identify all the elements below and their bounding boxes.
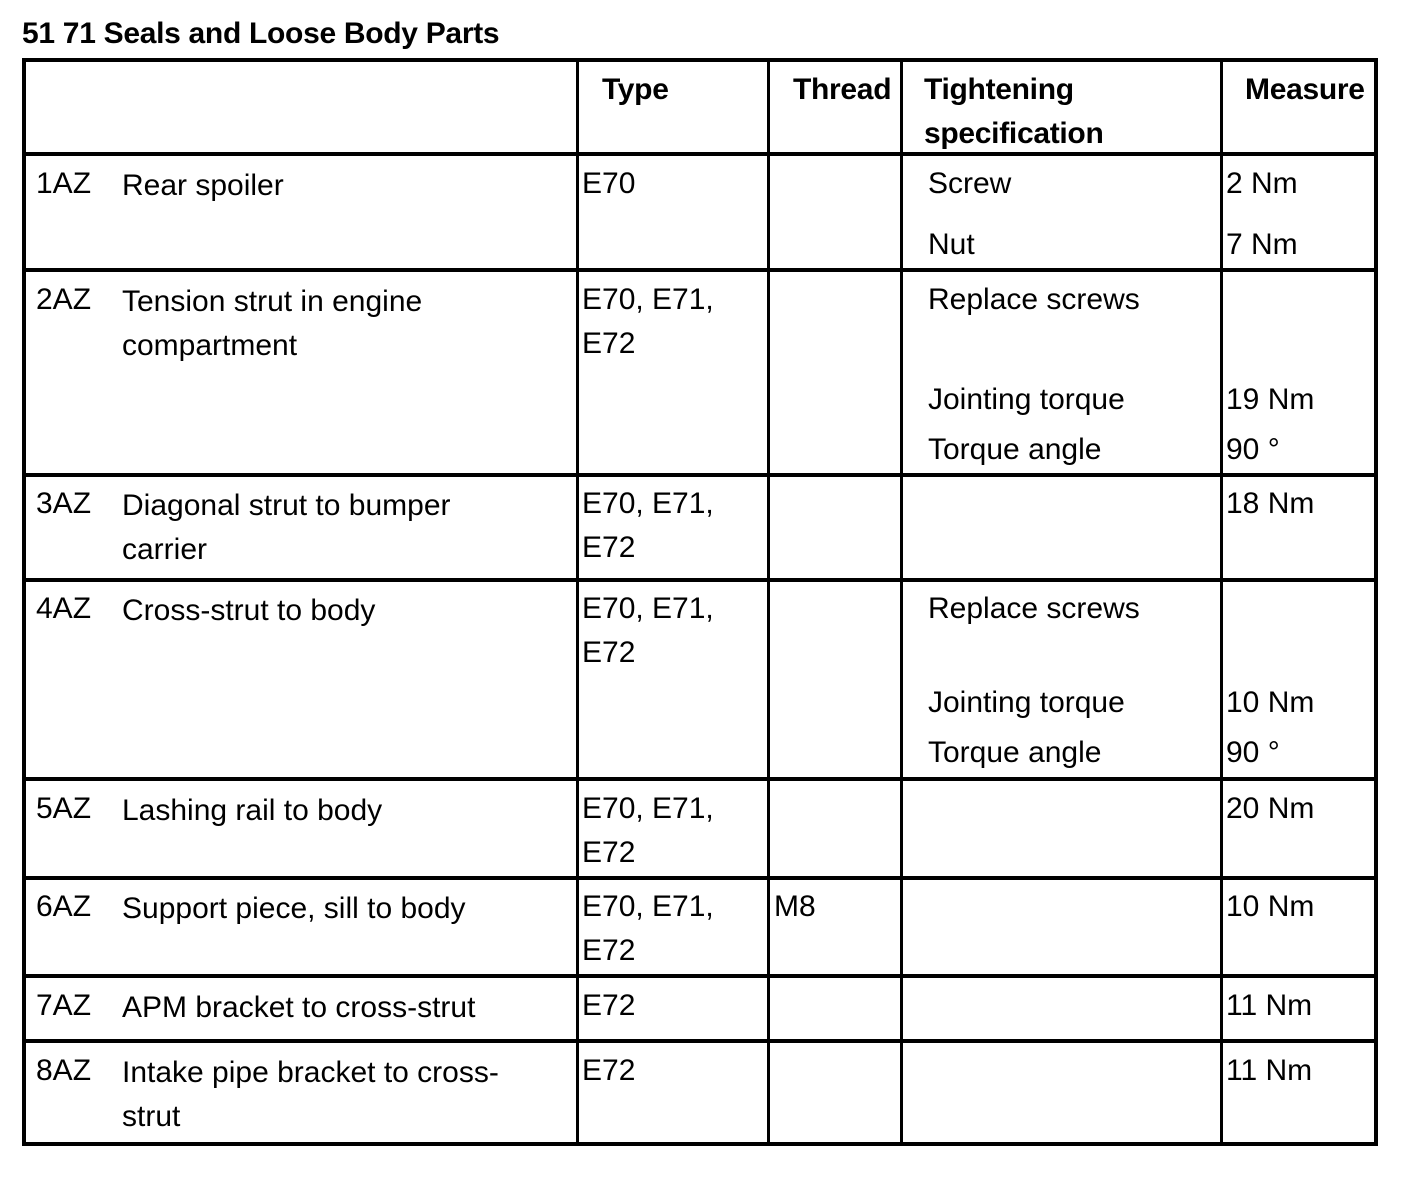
- spec-label: Torque angle: [928, 736, 1102, 769]
- row-description: Cross-strut to body: [122, 594, 376, 627]
- row-type: E72: [582, 836, 636, 869]
- row-divider: [26, 777, 1374, 781]
- column-divider: [767, 62, 770, 1142]
- spec-value: 18 Nm: [1226, 487, 1315, 520]
- row-type: E70, E71,: [582, 487, 714, 520]
- row-divider: [26, 876, 1374, 880]
- column-divider: [576, 62, 579, 1142]
- row-type: E70: [582, 167, 636, 200]
- spec-label: Jointing torque: [928, 383, 1125, 416]
- spec-value: 11 Nm: [1226, 989, 1313, 1022]
- spec-label: Screw: [928, 167, 1012, 200]
- row-id: 8AZ: [36, 1054, 92, 1087]
- spec-label: Replace screws: [928, 592, 1140, 625]
- header-measure: Measure: [1245, 73, 1365, 106]
- row-id: 2AZ: [36, 283, 92, 316]
- spec-value: 11 Nm: [1226, 1054, 1313, 1087]
- spec-value: 20 Nm: [1226, 792, 1315, 825]
- row-id: 5AZ: [36, 792, 92, 825]
- row-description: strut: [122, 1100, 181, 1133]
- header-tightening-specification: specification: [924, 117, 1104, 150]
- row-description: Intake pipe bracket to cross-: [122, 1056, 499, 1089]
- row-id: 7AZ: [36, 989, 92, 1022]
- spec-label: Jointing torque: [928, 686, 1125, 719]
- spec-label: Nut: [928, 228, 975, 261]
- row-description: Support piece, sill to body: [122, 892, 466, 925]
- spec-value: 2 Nm: [1226, 167, 1298, 200]
- spec-value: 19 Nm: [1226, 383, 1315, 416]
- column-divider: [1220, 62, 1223, 1142]
- row-id: 4AZ: [36, 592, 92, 625]
- row-description: APM bracket to cross-strut: [122, 991, 476, 1024]
- spec-value: 90 °: [1226, 736, 1280, 769]
- row-type: E72: [582, 934, 636, 967]
- row-thread: M8: [774, 890, 816, 923]
- page-title: 51 71 Seals and Loose Body Parts: [22, 17, 500, 50]
- row-id: 6AZ: [36, 890, 92, 923]
- row-type: E70, E71,: [582, 592, 714, 625]
- row-divider: [26, 268, 1374, 272]
- row-divider: [26, 974, 1374, 978]
- header-thread: Thread: [793, 73, 892, 106]
- spec-value: 10 Nm: [1226, 686, 1315, 719]
- spec-value: 90 °: [1226, 433, 1280, 466]
- row-id: 1AZ: [36, 167, 92, 200]
- row-type: E72: [582, 636, 636, 669]
- row-description: Diagonal strut to bumper: [122, 489, 451, 522]
- row-type: E72: [582, 531, 636, 564]
- row-description: Tension strut in engine: [122, 285, 423, 318]
- row-divider: [26, 1039, 1374, 1043]
- row-type: E70, E71,: [582, 283, 714, 316]
- row-description: carrier: [122, 533, 208, 566]
- torque-table: [22, 58, 1378, 1146]
- spec-value: 10 Nm: [1226, 890, 1315, 923]
- row-type: E72: [582, 1054, 636, 1087]
- column-divider: [900, 62, 903, 1142]
- spec-value: 7 Nm: [1226, 228, 1298, 261]
- row-type: E70, E71,: [582, 890, 714, 923]
- row-type: E72: [582, 989, 636, 1022]
- row-type: E72: [582, 327, 636, 360]
- spec-label: Replace screws: [928, 283, 1140, 316]
- row-description: Lashing rail to body: [122, 794, 383, 827]
- header-tightening: Tightening: [924, 73, 1074, 106]
- spec-label: Torque angle: [928, 433, 1102, 466]
- row-description: Rear spoiler: [122, 169, 284, 202]
- row-type: E70, E71,: [582, 792, 714, 825]
- row-divider: [26, 473, 1374, 477]
- row-description: compartment: [122, 329, 298, 362]
- row-id: 3AZ: [36, 487, 92, 520]
- header-type: Type: [602, 73, 669, 106]
- row-divider: [26, 152, 1374, 156]
- row-divider: [26, 578, 1374, 582]
